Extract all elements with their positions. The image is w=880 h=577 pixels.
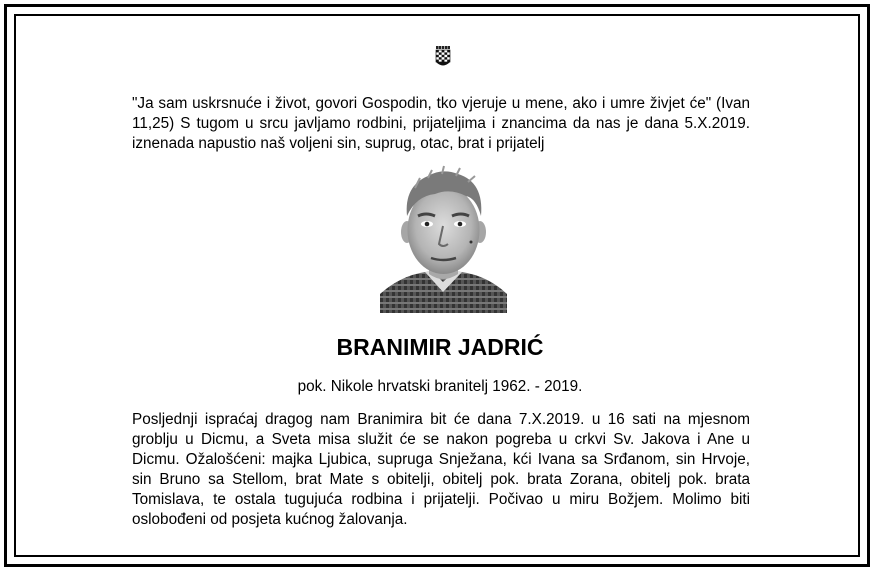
opening-text: "Ja sam uskrsnuće i život, govori Gospodin, tko vjeruje u mene, ako i umre živjet će" (Ivan 11,25) S tugom u srcu javljamo rodbini, prijateljima i znancima da nas je dana 5.X.2019. iznenada napustio naš voljeni sin, suprug, otac, brat i prijatelj	[132, 95, 750, 152]
deceased-name: BRANIMIR JADRIĆ	[336, 334, 544, 360]
croatian-coat-of-arms-icon	[435, 46, 451, 68]
funeral-text: Posljednji ispraćaj dragog nam Branimira bit će dana 7.X.2019. u 16 sati na mjesnom groblju u Dicmu, a Sveta misa služit će se nakon pogreba u crkvi Sv. Jakova i Ane u Dicmu. Ožalošćeni: majka Ljubica, supruga Snježana, kći Ivana sa Srđanom, sin Hrvoje, sin Bruno sa Stellom, brat Mate s obitelji, obitelj pok. brata Zorana, obitelj pok. brata Tomislava, te ostala tugujuća rodbina i prijatelji. Počivao u miru Božjem. Molimo biti oslobođeni od posjeta kućnog žalovanja.	[132, 411, 750, 528]
subtitle: pok. Nikole hrvatski branitelj 1962. - 2019.	[297, 378, 583, 395]
portrait-photo	[380, 164, 507, 313]
